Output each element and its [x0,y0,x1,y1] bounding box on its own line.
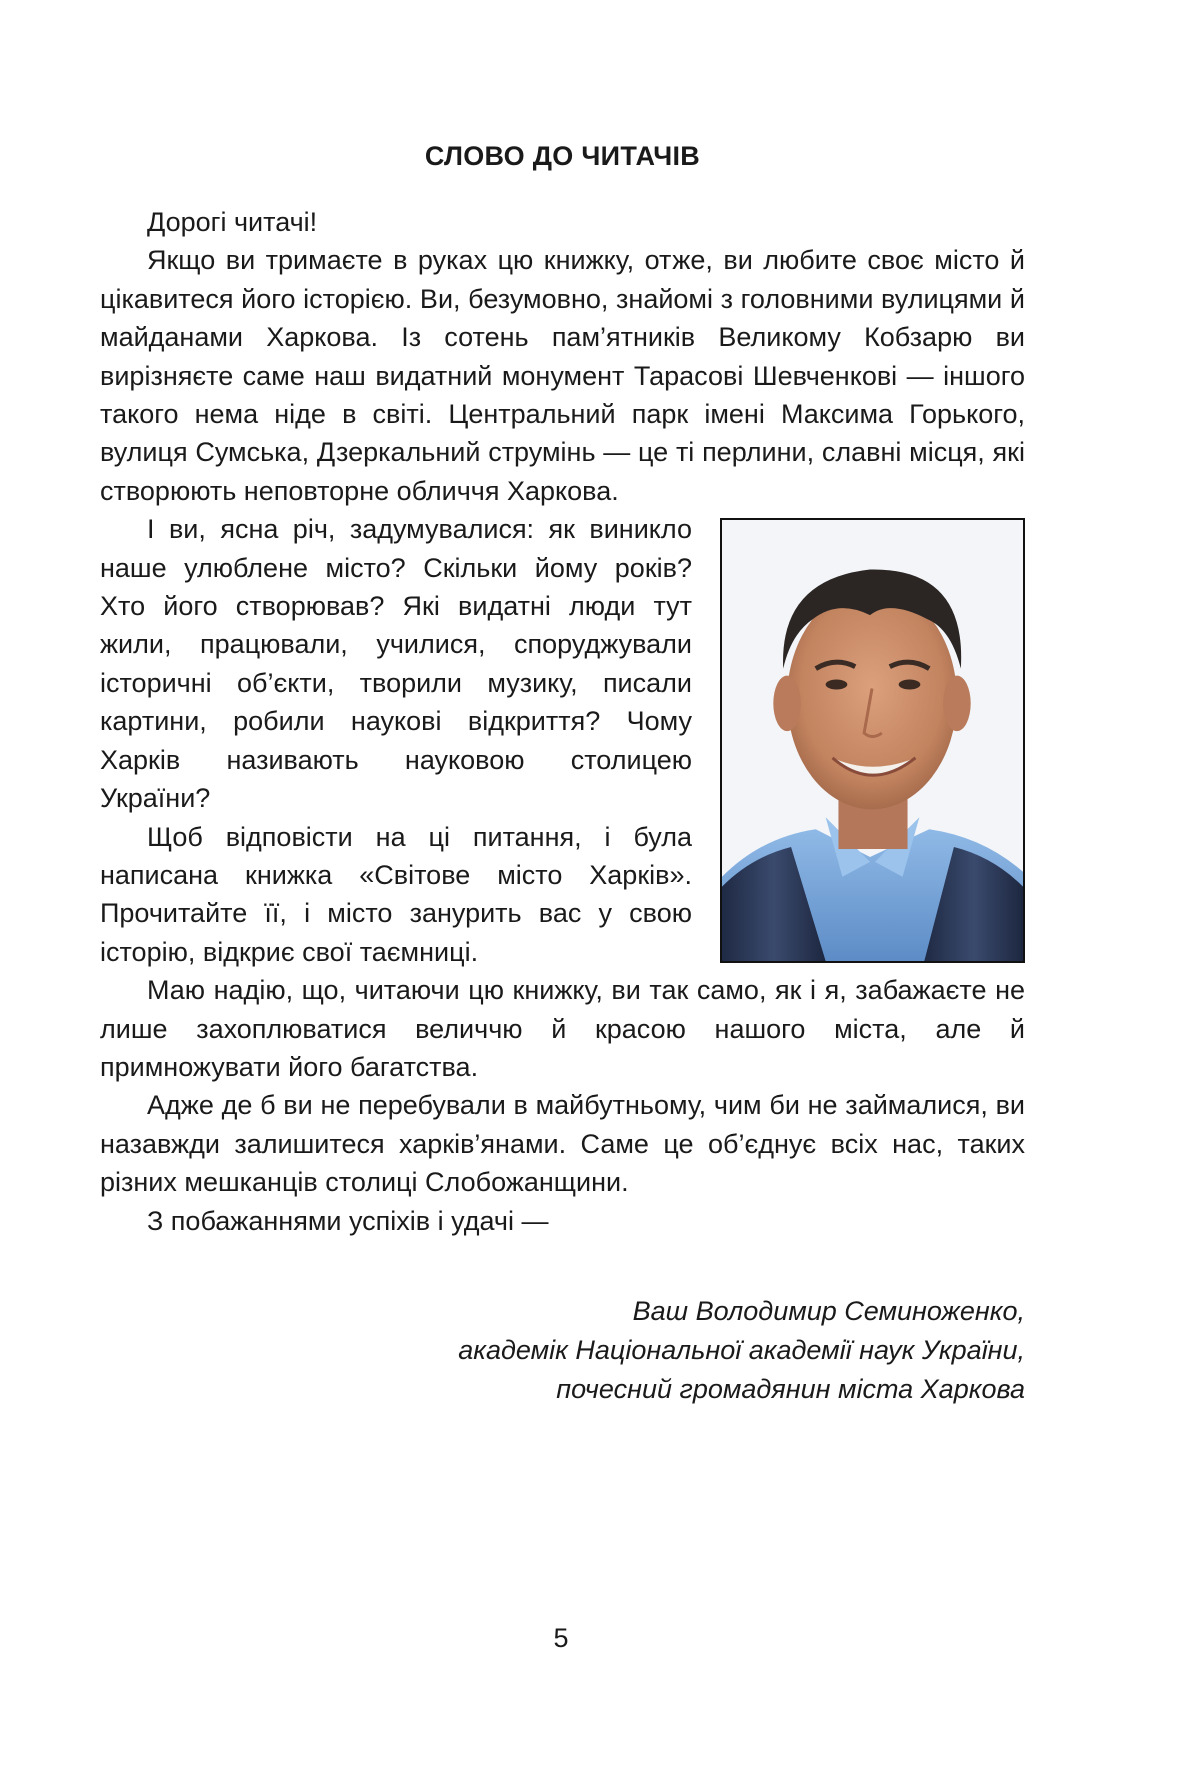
paragraph-1: Якщо ви тримаєте в руках цю книжку, отже, ви любите своє місто й цікавитеся його історією. Ви, безумовно, знайомі з головними вулицями й майданами Харкова. Із сотень пам’ятників Великому Кобзарю ви вирізняєте саме наш видатний монумент Тарасові Шевченкові — іншого такого нема ніде в світі. Центральний парк імені Максима Горького, вулиця Сумська, Дзеркальний струмінь — це ті перлини, славні місця, які створюють неповторне обличчя Харкова. [100,245,1025,506]
signature-honor: почесний громадянин міста Харкова [556,1374,1025,1404]
paragraph-5: Адже де б ви не перебували в майбутньому, чим би не займалися, ви назавжди залишитеся харків’янами. Саме це об’єднує всіх нас, таких різних мешканців столиці Слобожанщини. [100,1090,1025,1198]
author-signature [458,1292,1025,1409]
greeting-paragraph: Дорогі читачі! [147,207,318,237]
paragraph-2: І ви, ясна річ, задумувалися: як виникло наше улюблене місто? Скільки йому років? Хто його створював? Які видатні люди тут жили, працювали, училися, споруджували історичні об’єкти, творили музику, писали картини, робили наукові відкриття? Чому Харків називають науковою столицею України? [100,514,692,814]
closing-paragraph: З побажаннями успіхів і удачі — [147,1205,549,1236]
author-photo [720,518,1025,963]
author-portrait-image [722,520,1023,961]
paragraph-4: Маю надію, що, читаючи цю книжку, ви так само, як і я, забажаєте не лише захоплюватися величчю й красою нашого міста, але й примножувати його багатства. [100,975,1025,1082]
body-text [100,203,1025,1240]
signature-name: Ваш Володимир Семиноженко, [632,1296,1025,1326]
page-number: 5 [553,1623,569,1653]
paragraph-3: Щоб відповісти на ці питання, і була написана книжка «Світове місто Харків». Прочитайте її, і місто занурить вас у свою історію, відкриє свої таємниці. [100,821,692,967]
signature-title: академік Національної академії наук України, [458,1335,1025,1365]
page-title: СЛОВО ДО ЧИТАЧІВ [424,141,701,171]
